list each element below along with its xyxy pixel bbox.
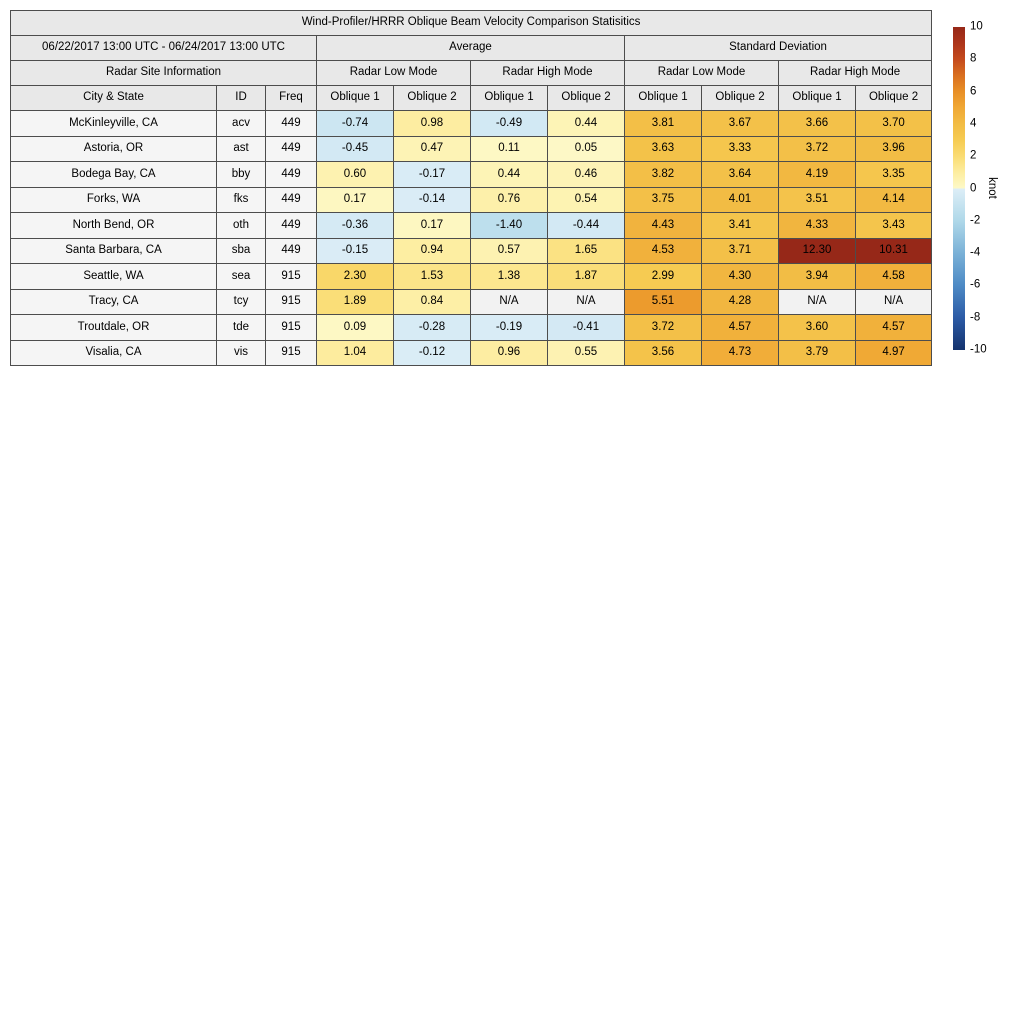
value-cell: 10.31 [856, 238, 932, 264]
table-row [11, 238, 932, 264]
value-cell: 4.01 [702, 187, 779, 213]
value-cell: 4.30 [702, 264, 779, 290]
avg-low-mode-header: Radar Low Mode [317, 61, 471, 86]
value-cell: 4.53 [625, 238, 702, 264]
value-cell: 0.46 [548, 162, 625, 188]
value-cell: 3.56 [625, 340, 702, 366]
value-cell: 0.17 [317, 187, 394, 213]
colorbar-tick-label: -4 [970, 246, 981, 259]
colorbar-tick-label: 2 [970, 149, 977, 162]
value-cell: 4.14 [856, 187, 932, 213]
value-cell: 3.81 [625, 111, 702, 137]
id-cell: sba [217, 238, 266, 264]
oblique2-header: Oblique 2 [548, 86, 625, 111]
value-cell: 4.73 [702, 340, 779, 366]
value-cell: N/A [779, 289, 856, 315]
value-cell: 4.58 [856, 264, 932, 290]
value-cell: 3.67 [702, 111, 779, 137]
id-header: ID [217, 86, 266, 111]
value-cell: 3.41 [702, 213, 779, 239]
city-cell: Tracy, CA [11, 289, 217, 315]
value-cell: 1.53 [394, 264, 471, 290]
value-cell: 3.70 [856, 111, 932, 137]
value-cell: 3.33 [702, 136, 779, 162]
value-cell: -0.14 [394, 187, 471, 213]
column-header-row [11, 86, 932, 111]
value-cell: 3.35 [856, 162, 932, 188]
oblique1-header: Oblique 1 [625, 86, 702, 111]
colorbar [953, 20, 998, 356]
value-cell: -0.17 [394, 162, 471, 188]
id-cell: fks [217, 187, 266, 213]
city-cell: Seattle, WA [11, 264, 217, 290]
value-cell: 4.28 [702, 289, 779, 315]
value-cell: -0.28 [394, 315, 471, 341]
city-cell: McKinleyville, CA [11, 111, 217, 137]
value-cell: 0.98 [394, 111, 471, 137]
std-deviation-header: Standard Deviation [625, 36, 932, 61]
colorbar-tick-label: -8 [970, 310, 981, 323]
freq-cell: 449 [266, 136, 317, 162]
value-cell: 5.51 [625, 289, 702, 315]
freq-cell: 449 [266, 238, 317, 264]
freq-cell: 915 [266, 315, 317, 341]
value-cell: -0.12 [394, 340, 471, 366]
std-high-mode-header: Radar High Mode [779, 61, 932, 86]
colorbar-tick-label: 0 [970, 181, 977, 194]
value-cell: 3.75 [625, 187, 702, 213]
table-row [11, 187, 932, 213]
colorbar-axis-label: knot [986, 177, 998, 199]
value-cell: -0.49 [471, 111, 548, 137]
value-cell: 3.71 [702, 238, 779, 264]
table-row [11, 162, 932, 188]
colorbar-tick-label: 4 [970, 117, 977, 130]
freq-cell: 915 [266, 289, 317, 315]
date-range-cell: 06/22/2017 13:00 UTC - 06/24/2017 13:00 UTC [11, 36, 317, 61]
freq-header: Freq [266, 86, 317, 111]
title-row [11, 11, 932, 36]
value-cell: 0.11 [471, 136, 548, 162]
value-cell: 4.57 [702, 315, 779, 341]
value-cell: -0.44 [548, 213, 625, 239]
value-cell: 1.87 [548, 264, 625, 290]
value-cell: -0.36 [317, 213, 394, 239]
value-cell: 3.64 [702, 162, 779, 188]
city-cell: Bodega Bay, CA [11, 162, 217, 188]
value-cell: -0.74 [317, 111, 394, 137]
value-cell: -0.45 [317, 136, 394, 162]
freq-cell: 449 [266, 213, 317, 239]
value-cell: 4.33 [779, 213, 856, 239]
group-header-row [11, 36, 932, 61]
mode-header-row [11, 61, 932, 86]
value-cell: 0.05 [548, 136, 625, 162]
value-cell: 0.54 [548, 187, 625, 213]
value-cell: 3.72 [779, 136, 856, 162]
oblique1-header: Oblique 1 [317, 86, 394, 111]
value-cell: N/A [856, 289, 932, 315]
value-cell: 4.19 [779, 162, 856, 188]
value-cell: 4.43 [625, 213, 702, 239]
table-row [11, 340, 932, 366]
value-cell: 3.96 [856, 136, 932, 162]
freq-cell: 915 [266, 340, 317, 366]
value-cell: 12.30 [779, 238, 856, 264]
value-cell: 0.17 [394, 213, 471, 239]
colorbar-tick-label: -10 [970, 343, 987, 356]
table-row [11, 315, 932, 341]
value-cell: 0.94 [394, 238, 471, 264]
value-cell: -0.41 [548, 315, 625, 341]
value-cell: 3.79 [779, 340, 856, 366]
average-header: Average [317, 36, 625, 61]
value-cell: 3.66 [779, 111, 856, 137]
freq-cell: 449 [266, 111, 317, 137]
site-info-header: Radar Site Information [11, 61, 317, 86]
value-cell: N/A [471, 289, 548, 315]
oblique2-header: Oblique 2 [394, 86, 471, 111]
value-cell: 0.44 [548, 111, 625, 137]
value-cell: 4.57 [856, 315, 932, 341]
oblique2-header: Oblique 2 [702, 86, 779, 111]
city-cell: Visalia, CA [11, 340, 217, 366]
colorbar-tick-label: 6 [970, 84, 977, 97]
value-cell: 3.82 [625, 162, 702, 188]
freq-cell: 915 [266, 264, 317, 290]
stats-table [10, 10, 932, 366]
value-cell: -0.19 [471, 315, 548, 341]
oblique2-header: Oblique 2 [856, 86, 932, 111]
value-cell: 3.51 [779, 187, 856, 213]
value-cell: 0.47 [394, 136, 471, 162]
id-cell: ast [217, 136, 266, 162]
oblique1-header: Oblique 1 [779, 86, 856, 111]
colorbar-tick-label: 8 [970, 52, 977, 65]
value-cell: 0.76 [471, 187, 548, 213]
value-cell: 3.72 [625, 315, 702, 341]
id-cell: acv [217, 111, 266, 137]
value-cell: 1.65 [548, 238, 625, 264]
value-cell: 4.97 [856, 340, 932, 366]
id-cell: tcy [217, 289, 266, 315]
id-cell: sea [217, 264, 266, 290]
id-cell: vis [217, 340, 266, 366]
city-cell: Troutdale, OR [11, 315, 217, 341]
table-row [11, 111, 932, 137]
value-cell: -0.15 [317, 238, 394, 264]
value-cell: N/A [548, 289, 625, 315]
value-cell: 0.96 [471, 340, 548, 366]
value-cell: 2.99 [625, 264, 702, 290]
id-cell: bby [217, 162, 266, 188]
value-cell: 2.30 [317, 264, 394, 290]
page-title: Wind-Profiler/HRRR Oblique Beam Velocity Comparison Statisitics [11, 11, 932, 36]
table-row [11, 213, 932, 239]
freq-cell: 449 [266, 187, 317, 213]
value-cell: 3.63 [625, 136, 702, 162]
oblique1-header: Oblique 1 [471, 86, 548, 111]
city-cell: Astoria, OR [11, 136, 217, 162]
value-cell: 3.94 [779, 264, 856, 290]
freq-cell: 449 [266, 162, 317, 188]
colorbar-tick-label: -6 [970, 278, 981, 291]
value-cell: 1.89 [317, 289, 394, 315]
value-cell: 1.04 [317, 340, 394, 366]
table-row [11, 289, 932, 315]
value-cell: 0.09 [317, 315, 394, 341]
value-cell: 0.55 [548, 340, 625, 366]
colorbar-gradient [953, 27, 965, 350]
city-cell: Santa Barbara, CA [11, 238, 217, 264]
city-cell: North Bend, OR [11, 213, 217, 239]
city-state-header: City & State [11, 86, 217, 111]
value-cell: 0.84 [394, 289, 471, 315]
value-cell: 0.57 [471, 238, 548, 264]
value-cell: 1.38 [471, 264, 548, 290]
avg-high-mode-header: Radar High Mode [471, 61, 625, 86]
colorbar-tick-label: 10 [970, 20, 983, 33]
colorbar-tick-label: -2 [970, 214, 981, 227]
city-cell: Forks, WA [11, 187, 217, 213]
value-cell: 0.60 [317, 162, 394, 188]
id-cell: tde [217, 315, 266, 341]
table-row [11, 136, 932, 162]
value-cell: -1.40 [471, 213, 548, 239]
table-row [11, 264, 932, 290]
id-cell: oth [217, 213, 266, 239]
std-low-mode-header: Radar Low Mode [625, 61, 779, 86]
value-cell: 3.60 [779, 315, 856, 341]
value-cell: 3.43 [856, 213, 932, 239]
value-cell: 0.44 [471, 162, 548, 188]
